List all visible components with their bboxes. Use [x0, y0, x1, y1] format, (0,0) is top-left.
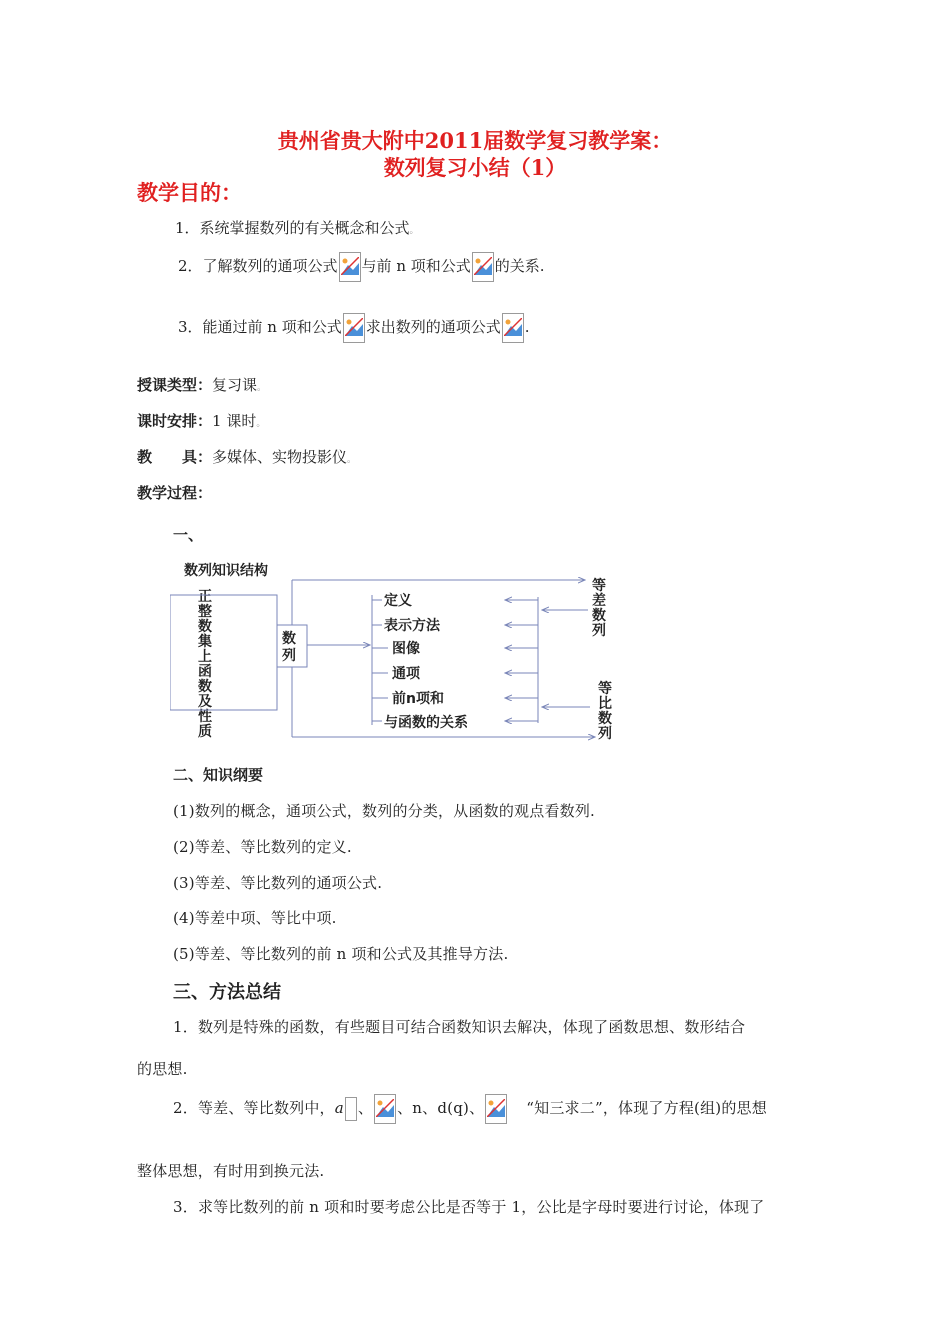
- right-top-char: 差: [592, 593, 606, 609]
- outline-item-4: (4)等差中项、等比中项.: [173, 909, 337, 927]
- right-top-char: 数: [592, 608, 606, 624]
- schedule-value: 1 课时: [212, 412, 257, 430]
- paragraph-mark: 。: [256, 419, 266, 429]
- left-char: 及: [198, 694, 212, 710]
- left-char: 函: [198, 664, 212, 680]
- outline-item-5: (5)等差、等比数列的前 n 项和公式及其推导方法.: [173, 945, 509, 963]
- method-2-line-1: [173, 1094, 767, 1124]
- objective-1: [175, 217, 419, 238]
- center-box-char: 列: [282, 648, 296, 664]
- objective-3-text-c: .: [524, 318, 530, 336]
- objective-2-text-b: 与前 n 项和公式: [361, 257, 471, 275]
- schedule-label: 课时安排：: [137, 412, 213, 430]
- diagram-item-graph: 图像: [392, 641, 420, 657]
- outline-item-3: (3)等差、等比数列的通项公式.: [173, 874, 383, 892]
- paragraph-mark: 。: [409, 226, 419, 236]
- schedule: [137, 410, 265, 431]
- process-label: 教学过程：: [137, 484, 213, 502]
- left-char: 质: [198, 724, 212, 740]
- method-2-text-b: 、n、d(q)、: [397, 1099, 485, 1117]
- right-top-char: 等: [592, 578, 606, 594]
- section-1-heading: 一、: [173, 526, 204, 544]
- section-3-heading: 三、方法总结: [173, 982, 281, 1003]
- formula-image-placeholder: [502, 313, 524, 343]
- objective-3-text-a: 3．能通过前 n 项和公式: [178, 318, 342, 336]
- left-char: 上: [198, 649, 212, 665]
- formula-image-placeholder: [374, 1094, 396, 1124]
- left-char: 数: [198, 619, 212, 635]
- right-bottom-char: 列: [598, 726, 612, 742]
- tools-label: 教 具：: [137, 448, 213, 466]
- outline-item-1: (1)数列的概念，通项公式，数列的分类，从函数的观点看数列.: [173, 802, 596, 820]
- lesson-type-label: 授课类型：: [137, 376, 213, 394]
- method-2-text-c: “知三求二”，体现了方程(组)的思想: [526, 1099, 767, 1117]
- formula-image-placeholder: [339, 252, 361, 282]
- left-char: 正: [198, 589, 212, 605]
- left-char: 数: [198, 679, 212, 695]
- paragraph-mark: 。: [347, 455, 357, 465]
- diagram-item-function-relation: 与函数的关系: [384, 715, 468, 731]
- diagram-item-general-term: 通项: [392, 666, 420, 682]
- symbol-a: a: [334, 1099, 344, 1117]
- objective-3: [178, 313, 530, 343]
- formula-image-placeholder: [472, 252, 494, 282]
- left-char: 集: [198, 634, 212, 650]
- diagram-item-definition: 定义: [384, 593, 412, 609]
- formula-image-placeholder: [345, 1097, 357, 1121]
- right-bottom-char: 数: [598, 711, 612, 727]
- outline-item-2: (2)等差、等比数列的定义.: [173, 838, 352, 856]
- formula-image-placeholder: [343, 313, 365, 343]
- method-1-line-1: 1．数列是特殊的函数，有些题目可结合函数知识去解决，体现了函数思想、数形结合: [173, 1018, 746, 1036]
- knowledge-structure-diagram: [170, 555, 630, 750]
- diagram-item-representation: 表示方法: [384, 618, 440, 634]
- left-char: 性: [198, 709, 212, 725]
- lesson-type-value: 复习课: [212, 376, 258, 394]
- tools: [137, 446, 356, 467]
- method-2-sep: 、: [357, 1099, 374, 1117]
- objective-3-text-b: 求出数列的通项公式: [365, 318, 501, 336]
- objectives-heading: 教学目的：: [137, 180, 242, 205]
- objective-2-text-a: 2．了解数列的通项公式: [178, 257, 338, 275]
- method-3-line-1: 3．求等比数列的前 n 项和时要考虑公比是否等于 1，公比是字母时要进行讨论，体现了: [173, 1198, 765, 1216]
- method-2-line-2: 整体思想，有时用到换元法.: [137, 1162, 325, 1180]
- diagram-title: 数列知识结构: [184, 563, 268, 579]
- center-box-char: 数: [282, 631, 296, 647]
- lesson-type: [137, 374, 266, 395]
- paragraph-mark: 。: [257, 383, 267, 393]
- document-title-line2: 数列复习小结（1）: [383, 155, 567, 180]
- objective-2-text-c: 的关系.: [494, 257, 545, 275]
- section-2-heading: 二、知识纲要: [173, 766, 264, 784]
- left-bracket: [170, 595, 277, 710]
- left-char: 整: [198, 604, 212, 620]
- method-2-text-a: 2．等差、等比数列中，: [173, 1099, 335, 1117]
- objective-2: [178, 252, 545, 282]
- objective-1-text: 1．系统掌握数列的有关概念和公式: [175, 219, 410, 237]
- right-bottom-char: 等: [598, 681, 612, 697]
- diagram-item-partial-sum: 前n项和: [392, 691, 444, 707]
- right-bottom-char: 比: [598, 696, 612, 712]
- right-top-char: 列: [592, 623, 606, 639]
- document-title-line1: 贵州省贵大附中2011届数学复习教学案：: [277, 128, 673, 153]
- formula-image-placeholder: [485, 1094, 507, 1124]
- method-1-line-2: 的思想.: [137, 1060, 188, 1078]
- tools-value: 多媒体、实物投影仪: [212, 448, 348, 466]
